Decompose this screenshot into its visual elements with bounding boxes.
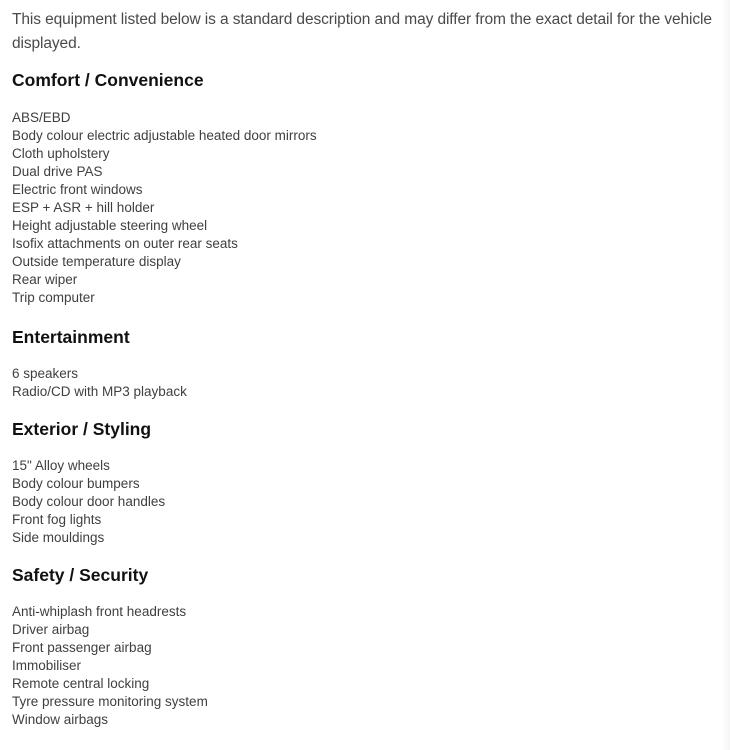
list-item: Outside temperature display [12, 254, 181, 269]
section-title: Exterior / Styling [12, 419, 152, 439]
equipment-panel [12, 8, 712, 729]
list-item: Front fog lights [12, 512, 102, 527]
list-item: Window airbags [12, 712, 109, 727]
list-item: Immobiliser [12, 658, 82, 673]
list-item: Tyre pressure monitoring system [12, 694, 208, 709]
list-item: Side mouldings [12, 530, 105, 545]
feature-list [12, 457, 712, 547]
scroll-edge [722, 0, 730, 750]
list-item: Dual drive PAS [12, 164, 103, 179]
list-item: Trip computer [12, 290, 95, 305]
list-item: Height adjustable steering wheel [12, 218, 208, 233]
list-item: Radio/CD with MP3 playback [12, 384, 187, 399]
feature-list [12, 365, 712, 401]
feature-list [12, 109, 712, 307]
list-item: Driver airbag [12, 622, 90, 637]
list-item: Anti-whiplash front headrests [12, 604, 187, 619]
section-exterior-styling [12, 418, 712, 547]
section-entertainment [12, 326, 712, 401]
feature-list [12, 603, 712, 729]
section-title: Safety / Security [12, 565, 149, 585]
list-item: Isofix attachments on outer rear seats [12, 236, 238, 251]
list-item: 6 speakers [12, 366, 79, 381]
intro-text: This equipment listed below is a standard description and may differ from the exact detail for the vehicle displayed. [12, 11, 712, 52]
section-title: Comfort / Convenience [12, 70, 204, 90]
list-item: ABS/EBD [12, 110, 71, 125]
list-item: Body colour door handles [12, 494, 166, 509]
list-item: Remote central locking [12, 676, 150, 691]
list-item: ESP + ASR + hill holder [12, 200, 155, 215]
list-item: Front passenger airbag [12, 640, 152, 655]
list-item: Electric front windows [12, 182, 143, 197]
list-item: 15" Alloy wheels [12, 458, 110, 473]
section-comfort-convenience [12, 69, 712, 307]
list-item: Cloth upholstery [12, 146, 110, 161]
section-safety-security [12, 564, 712, 729]
list-item: Body colour bumpers [12, 476, 140, 491]
list-item: Body colour electric adjustable heated door mirrors [12, 128, 317, 143]
section-title: Entertainment [12, 327, 130, 347]
list-item: Rear wiper [12, 272, 78, 287]
